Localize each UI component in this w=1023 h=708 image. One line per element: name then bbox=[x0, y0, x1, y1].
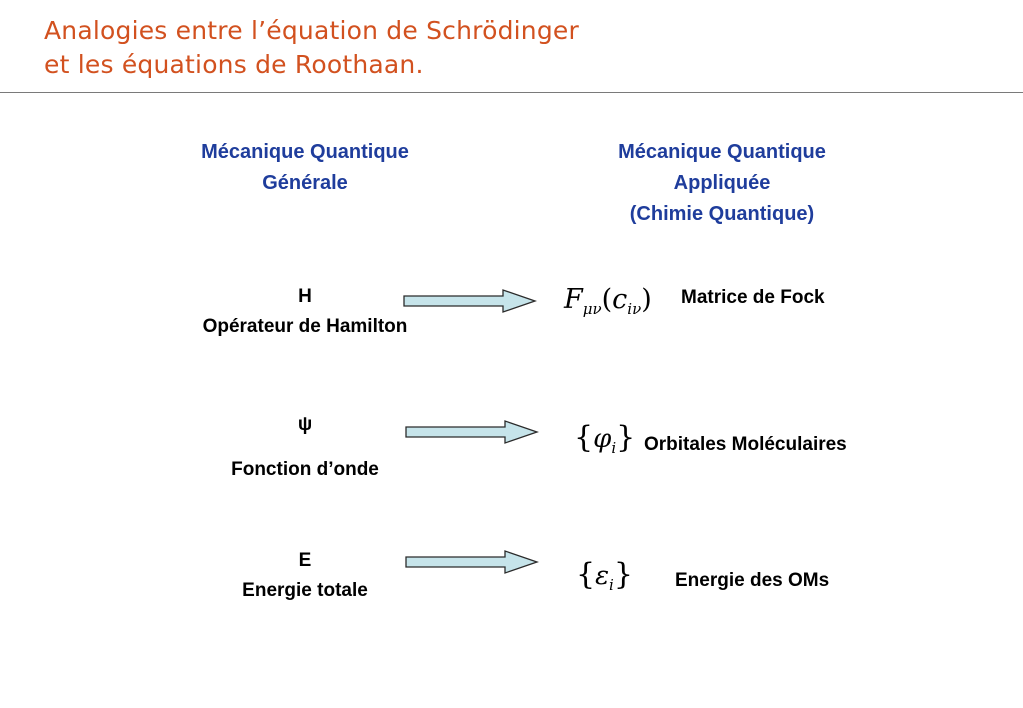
column-heading-applied-line-1: Mécanique Quantique bbox=[618, 141, 826, 163]
molecular-orbitals-formula: $\{\varphi_i\}$ bbox=[574, 420, 636, 457]
column-heading-applied-line-3: (Chimie Quantique) bbox=[629, 203, 815, 225]
molecular-orbitals-description: Orbitales Moléculaires bbox=[644, 434, 847, 455]
column-heading-applied bbox=[557, 137, 887, 230]
column-heading-general-line-2: Générale bbox=[262, 172, 348, 194]
fock-matrix-formula: $F_{\mu\nu}(c_{i\nu})$ bbox=[564, 284, 652, 318]
hamiltonian-symbol: H bbox=[298, 286, 312, 307]
arrow-right-icon bbox=[403, 289, 537, 313]
energy-symbol: E bbox=[298, 550, 312, 571]
column-heading-applied-line-2: Appliquée bbox=[673, 172, 771, 194]
arrow-right-icon bbox=[405, 550, 539, 574]
energy-name: Energie totale bbox=[242, 580, 368, 601]
orbital-energies-description: Energie des OMs bbox=[675, 570, 830, 591]
hamiltonian-name: Opérateur de Hamilton bbox=[202, 316, 408, 337]
column-heading-general bbox=[150, 137, 460, 199]
orbital-energies-formula: $\{\varepsilon_i\}$ bbox=[576, 557, 633, 594]
wave-function-name: Fonction d’onde bbox=[231, 459, 379, 480]
arrow-right-icon bbox=[405, 420, 539, 444]
psi-symbol: ψ bbox=[297, 414, 313, 435]
column-heading-general-line-1: Mécanique Quantique bbox=[201, 141, 409, 163]
title-line-1: Analogies entre l’équation de Schrödinger bbox=[44, 16, 579, 45]
fock-matrix-description: Matrice de Fock bbox=[681, 287, 825, 308]
title-line-2: et les équations de Roothaan. bbox=[44, 50, 424, 79]
title-divider bbox=[0, 92, 1023, 93]
